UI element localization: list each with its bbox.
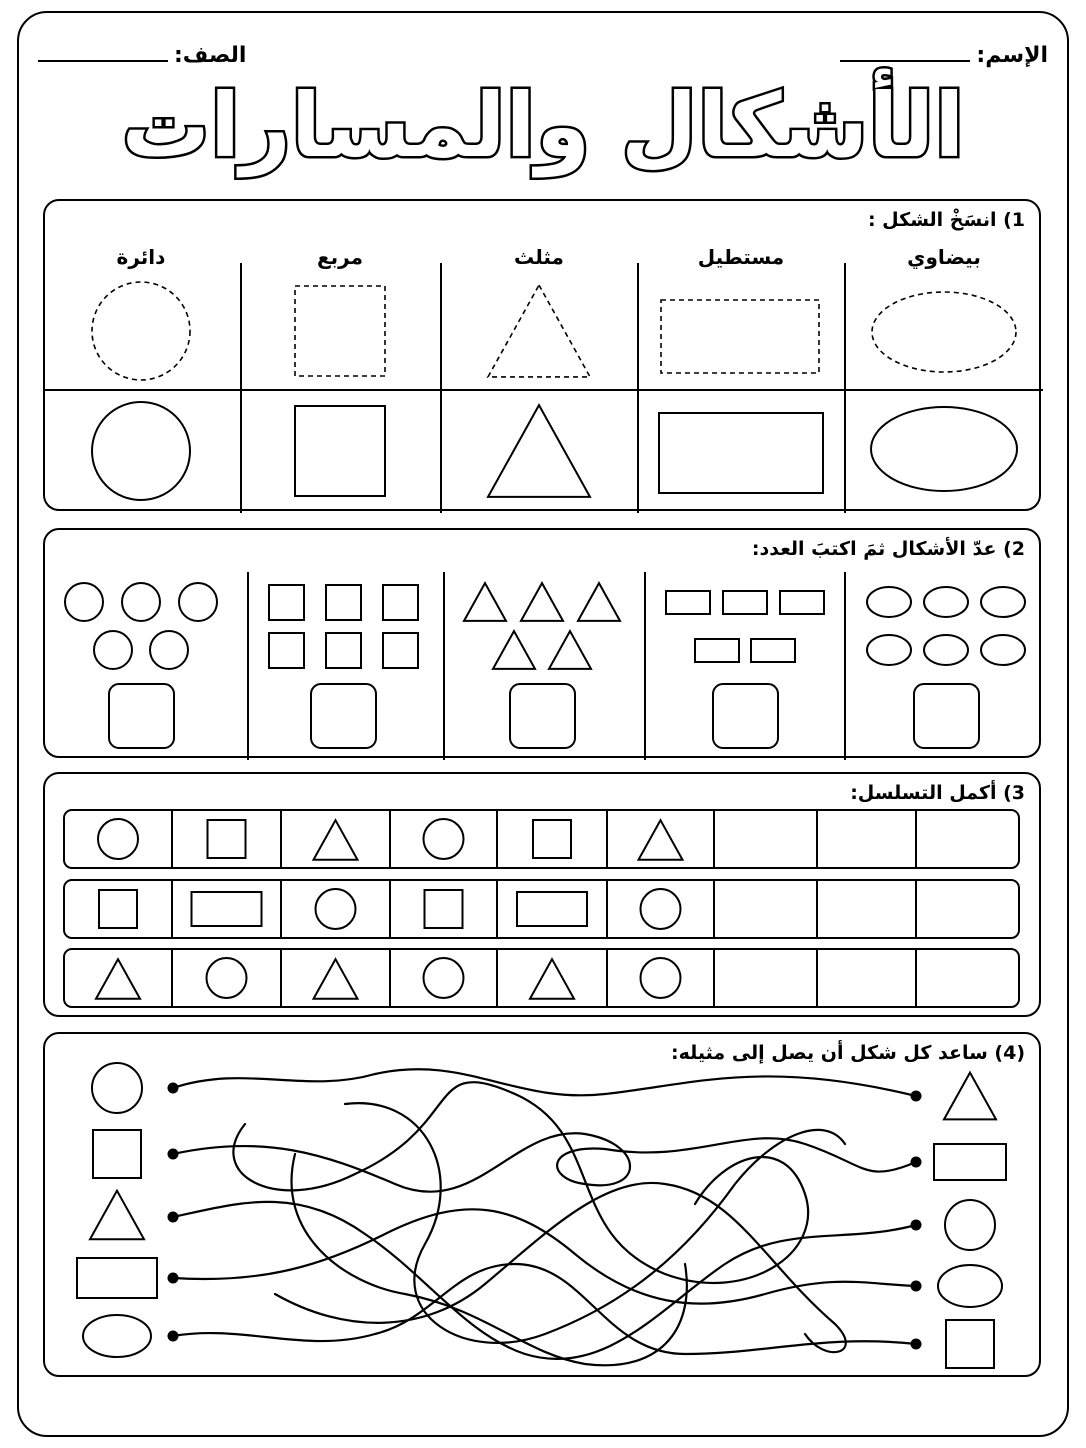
- square-icon: [326, 585, 361, 620]
- ellipse-icon: [981, 587, 1025, 617]
- maze-path: [173, 1133, 916, 1192]
- circle-icon: [945, 1200, 995, 1250]
- rectangle-icon: [751, 639, 795, 662]
- dashed-rectangle-icon: [661, 300, 819, 373]
- rectangle-icon: [666, 591, 710, 614]
- dashed-circle-icon: [92, 282, 190, 380]
- circle-icon: [316, 889, 356, 929]
- answer-box: [510, 684, 575, 748]
- empty-answer-cell[interactable]: [715, 881, 816, 937]
- ellipse-icon: [867, 587, 911, 617]
- square-icon: [383, 585, 418, 620]
- section-maze-title: (4) ساعد كل شكل أن يصل إلى مثيله:: [671, 1042, 1025, 1064]
- name-field[interactable]: [840, 40, 1048, 68]
- maze-path: [173, 1069, 916, 1283]
- ellipse-icon: [83, 1315, 151, 1357]
- square-icon: [93, 1130, 141, 1178]
- maze-area: [45, 1034, 1043, 1379]
- square-icon: [295, 406, 385, 496]
- shape-label: بيضاوي: [907, 245, 981, 269]
- circle-icon: [98, 819, 138, 859]
- rectangle-icon: [192, 892, 262, 926]
- circle-icon: [207, 958, 247, 998]
- empty-answer-cell[interactable]: [818, 950, 915, 1006]
- answer-box: [311, 684, 376, 748]
- square-icon: [383, 633, 418, 668]
- rectangle-icon: [659, 413, 823, 493]
- section-copy-title: 1) انسَخْ الشكل :: [867, 209, 1025, 231]
- class-line[interactable]: [38, 40, 168, 62]
- circle-icon: [641, 958, 681, 998]
- circle-icon: [179, 583, 217, 621]
- circle-icon: [65, 583, 103, 621]
- triangle-icon: [488, 405, 590, 497]
- shape-label: دائرة: [116, 245, 166, 269]
- triangle-icon: [521, 583, 563, 621]
- square-icon: [269, 633, 304, 668]
- square-icon: [533, 820, 571, 858]
- rectangle-icon: [723, 591, 767, 614]
- triangle-icon: [96, 959, 140, 999]
- page-title: الأشكال والمسارات: [121, 74, 965, 177]
- circle-icon: [424, 958, 464, 998]
- empty-answer-cell[interactable]: [917, 811, 1018, 867]
- sequence-grid: [45, 774, 1043, 1019]
- square-icon: [269, 585, 304, 620]
- rectangle-icon: [695, 639, 739, 662]
- dashed-triangle-icon: [488, 285, 590, 377]
- ellipse-icon: [981, 635, 1025, 665]
- empty-answer-cell[interactable]: [715, 950, 816, 1006]
- square-icon: [99, 890, 137, 928]
- name-label: الإسم:: [976, 43, 1048, 68]
- answer-box: [914, 684, 979, 748]
- section-count-title: 2) عدّ الأشكال ثمَ اكتبَ العدد:: [751, 538, 1025, 560]
- circle-icon: [92, 402, 190, 500]
- answer-box: [109, 684, 174, 748]
- triangle-icon: [578, 583, 620, 621]
- empty-answer-cell[interactable]: [917, 950, 1018, 1006]
- empty-answer-cell[interactable]: [818, 881, 915, 937]
- dashed-square-icon: [295, 286, 385, 376]
- count-shapes-grid: [45, 530, 1043, 760]
- circle-icon: [424, 819, 464, 859]
- triangle-icon: [549, 631, 591, 669]
- dashed-ellipse-icon: [872, 292, 1016, 372]
- triangle-icon: [464, 583, 506, 621]
- triangle-icon: [639, 820, 683, 860]
- rectangle-icon: [517, 892, 587, 926]
- circle-icon: [641, 889, 681, 929]
- section-sequence-title: 3) أكمل التسلسل:: [850, 782, 1025, 804]
- empty-answer-cell[interactable]: [818, 811, 915, 867]
- ellipse-icon: [924, 635, 968, 665]
- section-sequence: [43, 772, 1041, 1017]
- rectangle-icon: [77, 1258, 157, 1298]
- triangle-icon: [493, 631, 535, 669]
- answer-box: [713, 684, 778, 748]
- rectangle-icon: [780, 591, 824, 614]
- circle-icon: [94, 631, 132, 669]
- ellipse-icon: [867, 635, 911, 665]
- square-icon: [425, 890, 463, 928]
- square-icon: [326, 633, 361, 668]
- circle-icon: [92, 1063, 142, 1113]
- empty-answer-cell[interactable]: [917, 881, 1018, 937]
- section-count-shapes: [43, 528, 1041, 758]
- shape-label: مستطيل: [697, 245, 785, 269]
- section-maze: [43, 1032, 1041, 1377]
- square-icon: [208, 820, 246, 858]
- ellipse-icon: [871, 407, 1017, 491]
- shape-label: مربع: [317, 245, 363, 269]
- class-label: الصف:: [174, 43, 247, 68]
- section-copy-shapes: [43, 199, 1041, 511]
- triangle-icon: [314, 959, 358, 999]
- triangle-icon: [90, 1191, 144, 1240]
- circle-icon: [150, 631, 188, 669]
- triangle-icon: [314, 820, 358, 860]
- empty-answer-cell[interactable]: [715, 811, 816, 867]
- class-field[interactable]: [38, 40, 246, 68]
- triangle-icon: [530, 959, 574, 999]
- shape-label: مثلث: [514, 245, 564, 269]
- ellipse-icon: [938, 1265, 1002, 1307]
- triangle-icon: [944, 1073, 996, 1120]
- name-line[interactable]: [840, 40, 970, 62]
- maze-path: [173, 1183, 916, 1352]
- circle-icon: [122, 583, 160, 621]
- ellipse-icon: [924, 587, 968, 617]
- rectangle-icon: [934, 1144, 1006, 1180]
- square-icon: [946, 1320, 994, 1368]
